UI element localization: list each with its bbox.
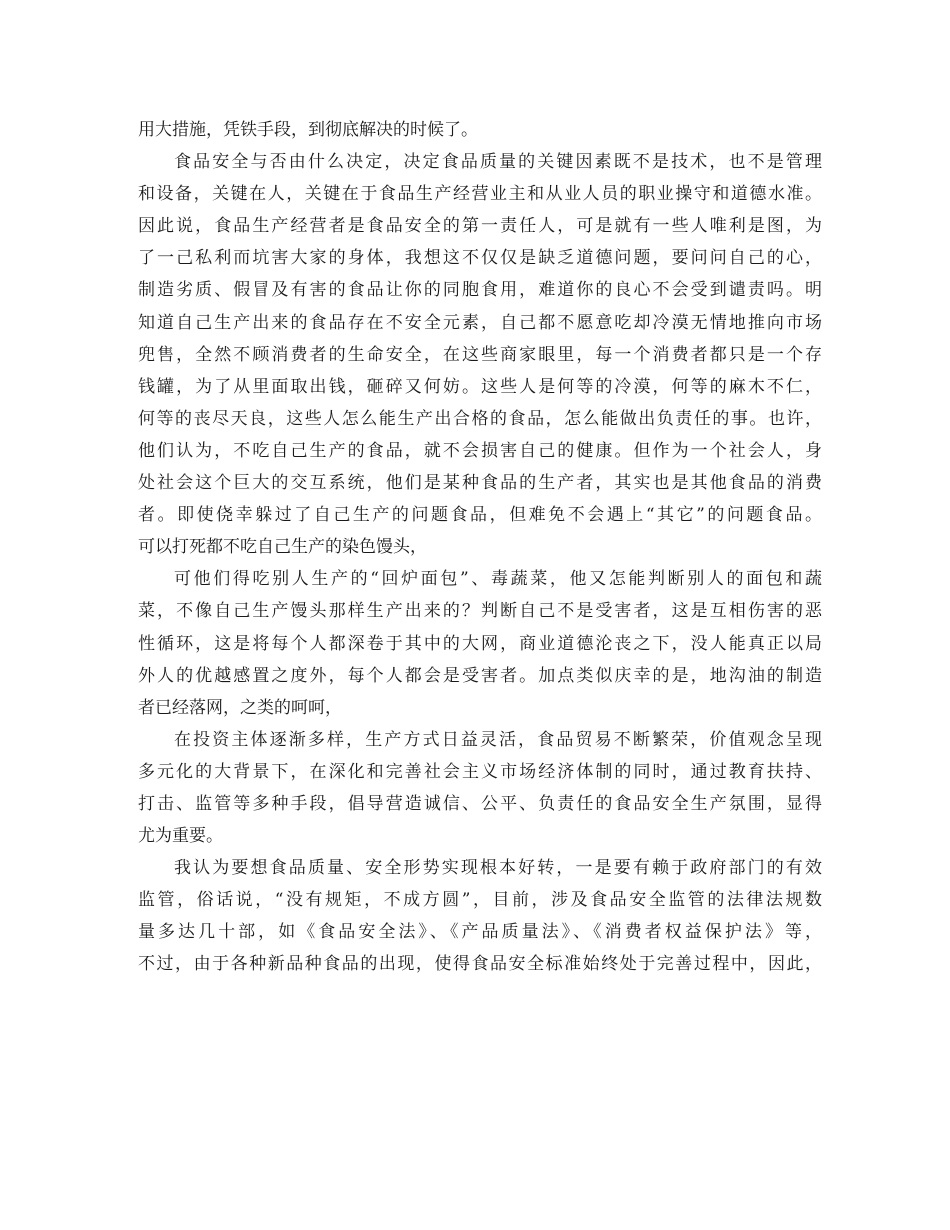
text-line: 兜售，全然不顾消费者的生命安全，在这些商家眼里，每一个消费者都只是一个存: [138, 344, 822, 365]
text-line: 制造劣质、假冒及有害的食品让你的同胞食用，难道你的良心不会受到谴责吗。明: [138, 280, 822, 301]
text-line: 多元化的大背景下，在深化和完善社会主义市场经济体制的同时，通过教育扶持、: [138, 761, 822, 782]
text-line: 处社会这个巨大的交互系统，他们是某种食品的生产者，其实也是其他食品的消费: [138, 473, 822, 494]
text-line: 用大措施，凭铁手段，到彻底解决的时候了。: [138, 120, 478, 140]
text-line: 可以打死都不吃自己生产的染色馒头，: [138, 537, 427, 558]
text-line: 不过，由于各种新品种食品的出现，使得食品安全标准始终处于完善过程中，因此，: [138, 954, 822, 975]
text-line: 监管，俗话说，“没有规矩，不成方圆”，目前，涉及食品安全监管的法律法规数: [138, 890, 822, 911]
paragraph-first-line: 我认为要想食品质量、安全形势实现根本好转，一是要有赖于政府部门的有效: [174, 858, 822, 879]
text-line: 打击、监管等多种手段，倡导营造诚信、公平、负责任的食品安全生产氛围，显得: [138, 793, 822, 814]
text-line: 尤为重要。: [138, 826, 223, 847]
text-line: 性循环，这是将每个人都深卷于其中的大网，商业道德沦丧之下，没人能真正以局: [138, 633, 822, 654]
text-line: 知道自己生产出来的食品存在不安全元素，自己都不愿意吃却冷漠无情地推向市场: [138, 312, 822, 333]
text-line: 量多达几十部，如《食品安全法》、《产品质量法》、《消费者权益保护法》等，: [138, 922, 822, 943]
text-line: 钱罐，为了从里面取出钱，砸碎又何妨。这些人是何等的冷漠，何等的麻木不仁，: [138, 376, 822, 397]
text-line: 外人的优越感置之度外，每个人都会是受害者。加点类似庆幸的是，地沟油的制造: [138, 665, 822, 686]
text-line: 和设备，关键在人，关键在于食品生产经营业主和从业人员的职业操守和道德水准。: [138, 184, 822, 205]
text-line: 他们认为，不吃自己生产的食品，就不会损害自己的健康。但作为一个社会人，身: [138, 440, 822, 461]
text-line: 因此说，食品生产经营者是食品安全的第一责任人，可是就有一些人唯利是图，为: [138, 216, 822, 237]
text-line: 何等的丧尽天良，这些人怎么能生产出合格的食品，怎么能做出负责任的事。也许，: [138, 408, 822, 429]
text-line: 菜，不像自己生产馒头那样生产出来的？判断自己不是受害者，这是互相伤害的恶: [138, 601, 822, 622]
text-line: 了一己私利而坑害大家的身体，我想这不仅仅是缺乏道德问题，要问问自己的心，: [138, 248, 822, 269]
paragraph-first-line: 在投资主体逐渐多样，生产方式日益灵活，食品贸易不断繁荣，价值观念呈现: [174, 729, 822, 750]
text-line: 者。即使侥幸躲过了自己生产的问题食品，但难免不会遇上“其它”的问题食品。: [138, 505, 822, 526]
document-body: [138, 114, 822, 981]
text-line: 者已经落网，之类的呵呵，: [138, 697, 342, 718]
paragraph-first-line: 可他们得吃别人生产的“回炉面包”、毒蔬菜，他又怎能判断别人的面包和蔬: [174, 569, 822, 590]
paragraph-first-line: 食品安全与否由什么决定，决定食品质量的关键因素既不是技术，也不是管理: [174, 152, 822, 173]
